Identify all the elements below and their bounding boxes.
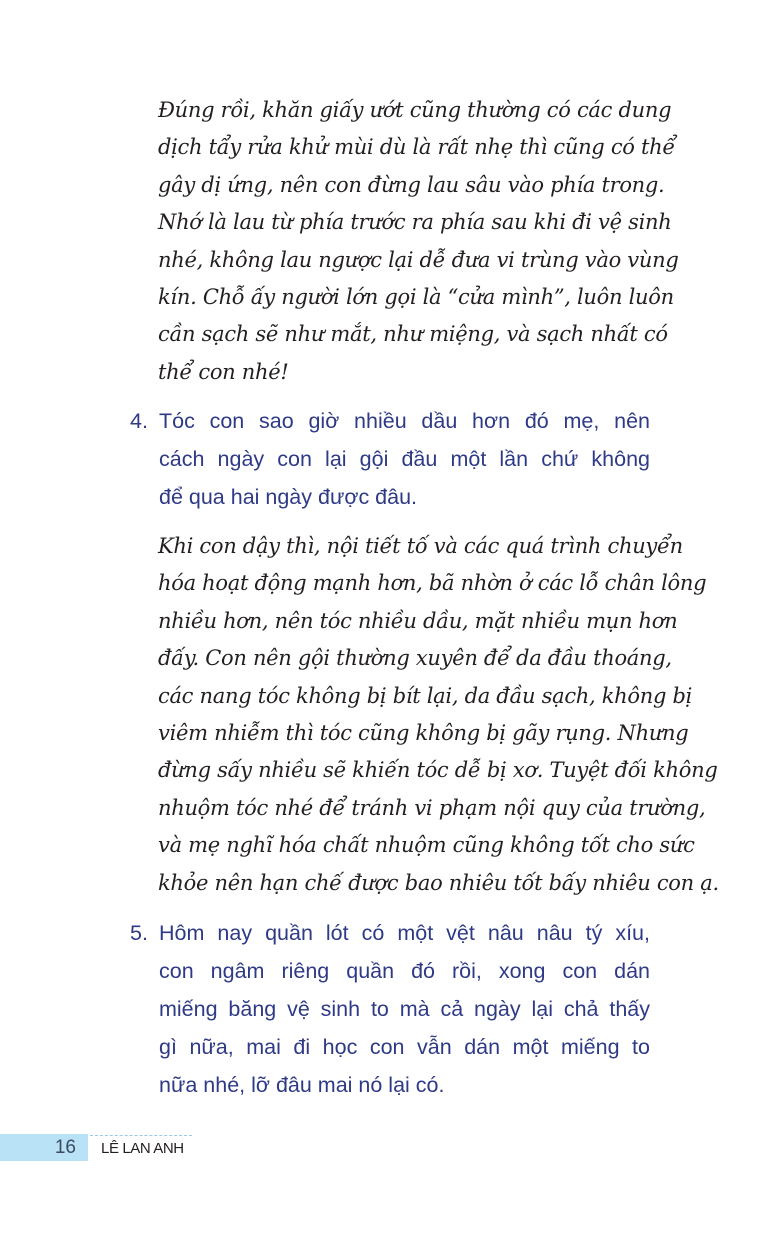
text-line: thể con nhé! — [158, 359, 289, 384]
footer-dashed-divider — [90, 1135, 192, 1136]
text-line: Nhớ là lau từ phía trước ra phía sau khi đi vệ sinh — [158, 210, 672, 235]
question-4 — [130, 402, 650, 516]
text-line: nữa nhé, lỡ đâu mai nó lại có. — [159, 1073, 445, 1097]
text-line: và mẹ nghĩ hóa chất nhuộm cũng không tốt cho sức — [158, 833, 695, 858]
text-line: miếng băng vệ sinh to mà cả ngày lại chả thấy — [159, 997, 650, 1021]
question-number: 4. — [130, 409, 148, 433]
text-line: Khi con dậy thì, nội tiết tố và các quá trình chuyển — [158, 534, 683, 558]
text-line: gây dị ứng, nên con đừng lau sâu vào phía trong. — [158, 172, 665, 197]
text-line: viêm nhiễm thì tóc cũng không bị gãy rụng. Nhưng — [158, 721, 689, 746]
text-line: để qua hai ngày được đâu. — [159, 485, 418, 509]
page-number: 16 — [54, 1137, 76, 1158]
text-line: khỏe nên hạn chế được bao nhiêu tốt bấy nhiêu con ạ. — [158, 870, 719, 895]
text-line: Đúng rồi, khăn giấy ướt cũng thường có các dung — [158, 98, 672, 122]
text-line: kín. Chỗ ấy người lớn gọi là “cửa mình”, luôn luôn — [158, 285, 674, 310]
text-line: dịch tẩy rửa khử mùi dù là rất nhẹ thì cũng có thể — [158, 135, 675, 160]
text-line: cách ngày con lại gội đầu một lần chứ không — [159, 447, 650, 471]
text-line: con ngâm riêng quần đó rồi, xong con dán — [159, 959, 650, 983]
answer-paragraph-3 — [158, 92, 679, 391]
text-line: nhé, không lau ngược lại dễ đưa vi trùng vào vùng — [158, 247, 679, 272]
question-text — [159, 914, 650, 1104]
text-line: đấy. Con nên gội thường xuyên để da đầu thoáng, — [158, 646, 672, 671]
text-line: nhiều hơn, nên tóc nhiều dầu, mặt nhiều mụn hơn — [158, 608, 678, 633]
text-line: hóa hoạt động mạnh hơn, bã nhờn ở các lỗ chân lông — [158, 571, 707, 596]
text-line: Tóc con sao giờ nhiều dầu hơn đó mẹ, nên — [159, 409, 650, 433]
text-line: cần sạch sẽ như mắt, như miệng, và sạch nhất có — [158, 322, 668, 347]
author-name: LÊ LAN ANH — [101, 1140, 184, 1157]
answer-paragraph-4 — [158, 528, 719, 902]
page-number-bar — [0, 1134, 88, 1161]
text-line: đừng sấy nhiều sẽ khiến tóc dễ bị xơ. Tuyệt đối không — [158, 758, 718, 783]
question-text — [159, 402, 650, 516]
text-line: Hôm nay quần lót có một vệt nâu nâu tý xíu, — [159, 921, 650, 945]
text-line: gì nữa, mai đi học con vẫn dán một miếng to — [159, 1035, 650, 1059]
text-line: các nang tóc không bị bít lại, da đầu sạch, không bị — [158, 683, 693, 708]
question-number: 5. — [130, 921, 148, 945]
text-line: nhuộm tóc nhé để tránh vi phạm nội quy của trường, — [158, 795, 706, 820]
question-5 — [130, 914, 650, 1104]
